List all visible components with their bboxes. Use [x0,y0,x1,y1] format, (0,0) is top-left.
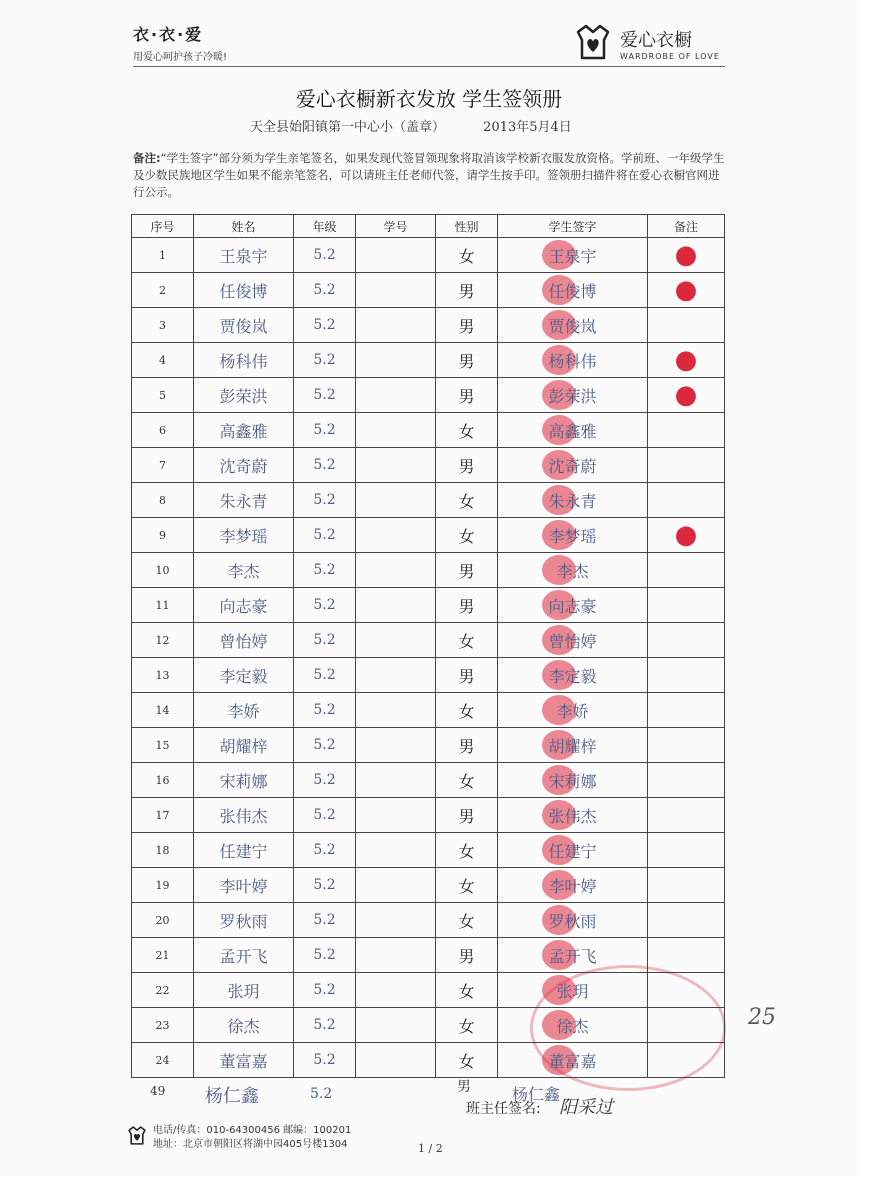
signature-text: 李叶婷 [548,876,597,896]
remark-fingerprint: ● [674,275,698,305]
cell-remark [648,273,725,308]
cell-signature [498,1008,648,1043]
cell-no: 20 [132,903,194,938]
cell-grade: 5.2 [294,728,356,763]
cell-gender: 男 [436,553,498,588]
table-row [132,868,725,903]
cell-remark [648,623,725,658]
cell-no: 6 [132,413,194,448]
remark-fingerprint: ● [674,345,698,375]
signature-text: 胡耀梓 [548,736,597,756]
header-student-id: 学号 [356,215,436,238]
cell-signature [498,553,648,588]
brand-name-en: WARDROBE OF LOVE [620,51,720,61]
cell-remark [648,308,725,343]
cell-gender: 女 [436,483,498,518]
document-subtitle [250,116,572,135]
cell-gender: 男 [436,938,498,973]
signature-text: 徐杰 [556,1016,589,1036]
table-row [132,343,725,378]
cell-name: 李叶婷 [194,868,294,903]
cell-signature [498,798,648,833]
cell-student-id [356,938,436,973]
table-row [132,238,725,273]
cell-grade: 5.2 [294,833,356,868]
table-row [132,903,725,938]
cell-no: 5 [132,378,194,413]
footer-address: 地址：北京市朝阳区将湖中园405号楼1304 [153,1139,348,1150]
cell-no: 24 [132,1043,194,1078]
cell-no: 19 [132,868,194,903]
cell-grade: 5.2 [294,238,356,273]
issue-date: 2013年5月4日 [483,120,572,135]
cell-name: 任建宁 [194,833,294,868]
cell-gender: 女 [436,693,498,728]
table-row [132,1008,725,1043]
cell-grade: 5.2 [294,588,356,623]
cell-remark [648,588,725,623]
cell-student-id [356,798,436,833]
cell-gender: 男 [436,343,498,378]
cell-grade: 5.2 [294,308,356,343]
table-row [132,798,725,833]
cell-gender: 男 [436,588,498,623]
cell-name: 向志豪 [194,588,294,623]
cell-grade: 5.2 [294,518,356,553]
cell-no: 11 [132,588,194,623]
cell-remark [648,693,725,728]
cell-no: 14 [132,693,194,728]
cell-student-id [356,868,436,903]
cell-name: 李定毅 [194,658,294,693]
cell-gender: 女 [436,903,498,938]
signature-text: 任俊博 [548,281,597,301]
brand-slogan: 用爱心呵护孩子冷暖! [133,52,228,63]
cell-name: 胡耀梓 [194,728,294,763]
cell-gender: 女 [436,868,498,903]
cell-name: 李杰 [194,553,294,588]
cell-student-id [356,763,436,798]
cell-grade: 5.2 [294,763,356,798]
cell-name: 曾怡婷 [194,623,294,658]
signature-text: 向志豪 [548,596,597,616]
cell-student-id [356,378,436,413]
cell-signature [498,1043,648,1078]
cell-no: 4 [132,343,194,378]
cell-grade: 5.2 [294,973,356,1008]
cell-remark [648,973,725,1008]
cell-name: 李娇 [194,693,294,728]
remark-fingerprint: ● [674,380,698,410]
signature-text: 贾俊岚 [548,316,597,336]
cell-signature [498,728,648,763]
cell-no: 23 [132,1008,194,1043]
cell-grade: 5.2 [294,553,356,588]
cell-grade: 5.2 [294,623,356,658]
footer-contact: 电话/传真：010-64300456 邮编：100201 [153,1125,352,1136]
cell-gender: 女 [436,1043,498,1078]
cell-signature [498,903,648,938]
remark-fingerprint: ● [674,520,698,550]
signature-text: 李杰 [556,561,589,581]
table-row [132,483,725,518]
cell-remark [648,658,725,693]
cell-remark [648,763,725,798]
cell-signature [498,343,648,378]
cell-signature [498,658,648,693]
cell-gender: 男 [436,308,498,343]
signature-text: 张玥 [556,981,589,1001]
note-label: 备注: [133,151,161,165]
cell-no: 13 [132,658,194,693]
cell-name: 罗秋雨 [194,903,294,938]
cell-name: 高鑫雅 [194,413,294,448]
table-row [132,553,725,588]
cell-remark [648,903,725,938]
cell-remark [648,518,725,553]
cell-grade: 5.2 [294,378,356,413]
extra-gender: 男 [457,1079,471,1095]
cell-signature [498,588,648,623]
cell-remark [648,343,725,378]
cell-gender: 男 [436,273,498,308]
brand-right [572,24,720,62]
signature-text: 李定毅 [548,666,597,686]
cell-student-id [356,1008,436,1043]
signature-text: 孟开飞 [548,946,597,966]
cell-grade: 5.2 [294,903,356,938]
cell-gender: 男 [436,728,498,763]
extra-grade: 5.2 [310,1086,333,1102]
cell-signature [498,868,648,903]
cell-grade: 5.2 [294,693,356,728]
cell-remark [648,238,725,273]
cell-remark [648,833,725,868]
cell-signature [498,273,648,308]
cell-name: 沈奇蔚 [194,448,294,483]
table-row [132,658,725,693]
cell-gender: 女 [436,238,498,273]
cell-student-id [356,343,436,378]
cell-student-id [356,553,436,588]
extra-signature: 杨仁鑫 [512,1085,561,1104]
cell-no: 16 [132,763,194,798]
document-title: 爱心衣橱新衣发放 学生签领册 [295,87,563,111]
table-row [132,728,725,763]
cell-remark [648,1043,725,1078]
cell-remark [648,413,725,448]
cell-student-id [356,413,436,448]
cell-grade: 5.2 [294,413,356,448]
cell-signature [498,693,648,728]
table-row [132,413,725,448]
cell-grade: 5.2 [294,448,356,483]
extra-no: 49 [150,1084,166,1098]
cell-name: 董富嘉 [194,1043,294,1078]
cell-gender: 男 [436,448,498,483]
table-row [132,308,725,343]
cell-no: 21 [132,938,194,973]
table-row [132,518,725,553]
cell-student-id [356,833,436,868]
cell-no: 12 [132,623,194,658]
cell-student-id [356,238,436,273]
signature-text: 任建宁 [548,841,597,861]
cell-name: 孟开飞 [194,938,294,973]
cell-no: 9 [132,518,194,553]
table-header-row [132,215,725,238]
cell-signature [498,448,648,483]
cell-remark [648,483,725,518]
cell-signature [498,973,648,1008]
cell-grade: 5.2 [294,938,356,973]
cell-no: 1 [132,238,194,273]
cell-grade: 5.2 [294,798,356,833]
cell-signature [498,308,648,343]
cell-signature [498,483,648,518]
cell-grade: 5.2 [294,1008,356,1043]
cell-remark [648,448,725,483]
cell-no: 17 [132,798,194,833]
brand-left [133,22,227,63]
margin-mark: 25 [748,1005,776,1030]
table-row [132,1043,725,1078]
header-remark: 备注 [648,215,725,238]
brand-logo: 衣·衣·爱 [133,25,204,44]
cell-no: 7 [132,448,194,483]
cell-name: 宋莉娜 [194,763,294,798]
cell-no: 10 [132,553,194,588]
cell-gender: 女 [436,623,498,658]
cell-remark [648,378,725,413]
cell-student-id [356,273,436,308]
table-row [132,448,725,483]
cell-remark [648,868,725,903]
cell-grade: 5.2 [294,658,356,693]
cell-no: 22 [132,973,194,1008]
cell-no: 3 [132,308,194,343]
cell-gender: 女 [436,833,498,868]
cell-grade: 5.2 [294,868,356,903]
cell-student-id [356,728,436,763]
cell-signature [498,763,648,798]
signature-text: 沈奇蔚 [548,456,597,476]
cell-gender: 女 [436,1008,498,1043]
table-row [132,623,725,658]
signature-text: 曾怡婷 [548,631,597,651]
cell-student-id [356,518,436,553]
cell-student-id [356,308,436,343]
cell-student-id [356,658,436,693]
footer [125,1124,351,1152]
table-row [132,833,725,868]
cell-student-id [356,588,436,623]
cell-signature [498,238,648,273]
signature-text: 彭荣洪 [548,386,597,406]
cell-student-id [356,973,436,1008]
cell-student-id [356,623,436,658]
cell-grade: 5.2 [294,343,356,378]
signature-text: 高鑫雅 [548,421,597,441]
cell-gender: 女 [436,518,498,553]
cell-gender: 男 [436,378,498,413]
page-edge [858,0,873,1200]
header-divider [133,66,725,67]
cell-gender: 女 [436,763,498,798]
cell-name: 徐杰 [194,1008,294,1043]
signature-text: 李娇 [556,701,589,721]
signature-text: 张伟杰 [548,806,597,826]
header-gender: 性别 [436,215,498,238]
header-name: 姓名 [194,215,294,238]
cell-signature [498,833,648,868]
teacher-signature: 阳采过 [559,1097,614,1118]
cell-name: 彭荣洪 [194,378,294,413]
cell-name: 任俊博 [194,273,294,308]
signature-text: 罗秋雨 [548,911,597,931]
cell-signature [498,518,648,553]
cell-remark [648,798,725,833]
cell-name: 贾俊岚 [194,308,294,343]
cell-name: 张玥 [194,973,294,1008]
signature-text: 杨科伟 [548,351,597,371]
table-row [132,693,725,728]
table-row [132,938,725,973]
table-row [132,973,725,1008]
cell-signature [498,413,648,448]
extra-name: 杨仁鑫 [205,1086,259,1107]
note-text: “学生签字”部分须为学生亲笔签名，如果发现代签冒领现象将取消该学校新衣服发放资格。学前班、一年级学生及少数民族地区学生如果不能亲笔签名，可以请班主任老师代签，请学生按手印。签领册扫描件将在爱心衣橱官网进行公示。 [133,151,725,199]
cell-student-id [356,483,436,518]
cell-name: 朱永青 [194,483,294,518]
cell-student-id [356,693,436,728]
signature-text: 朱永青 [548,491,597,511]
signature-text: 李梦瑶 [548,526,597,546]
table-row [132,763,725,798]
remark-fingerprint: ● [674,240,698,270]
table-row [132,378,725,413]
cell-name: 王泉宇 [194,238,294,273]
cell-remark [648,1008,725,1043]
page-number: 1 / 2 [418,1142,443,1155]
cell-no: 18 [132,833,194,868]
heart-shirt-icon [572,24,614,62]
cell-grade: 5.2 [294,483,356,518]
cell-name: 张伟杰 [194,798,294,833]
signature-text: 王泉宇 [548,246,597,266]
cell-grade: 5.2 [294,1043,356,1078]
brand-name-cn: 爱心衣橱 [620,29,692,51]
cell-gender: 男 [436,658,498,693]
cell-name: 杨科伟 [194,343,294,378]
header-grade: 年级 [294,215,356,238]
signature-text: 董富嘉 [548,1051,597,1071]
table-row [132,273,725,308]
cell-name: 李梦瑶 [194,518,294,553]
cell-no: 15 [132,728,194,763]
school-name: 天全县始阳镇第一中心小（盖章） [250,120,446,135]
note-paragraph [133,150,725,201]
teacher-label: 班主任签名: [466,1101,541,1117]
extra-entry [0,1076,858,1106]
cell-student-id [356,1043,436,1078]
cell-remark [648,728,725,763]
cell-student-id [356,903,436,938]
header-no: 序号 [132,215,194,238]
cell-signature [498,938,648,973]
roster-table [131,214,725,1078]
cell-grade: 5.2 [294,273,356,308]
cell-no: 2 [132,273,194,308]
cell-student-id [356,448,436,483]
cell-gender: 女 [436,413,498,448]
cell-gender: 女 [436,973,498,1008]
header-signature: 学生签字 [498,215,648,238]
cell-no: 8 [132,483,194,518]
teacher-signature-block [466,1093,613,1119]
cell-remark [648,553,725,588]
cell-signature [498,378,648,413]
signature-text: 宋莉娜 [548,771,597,791]
cell-remark [648,938,725,973]
heart-shirt-icon [125,1126,149,1146]
table-row [132,588,725,623]
cell-signature [498,623,648,658]
cell-gender: 男 [436,798,498,833]
